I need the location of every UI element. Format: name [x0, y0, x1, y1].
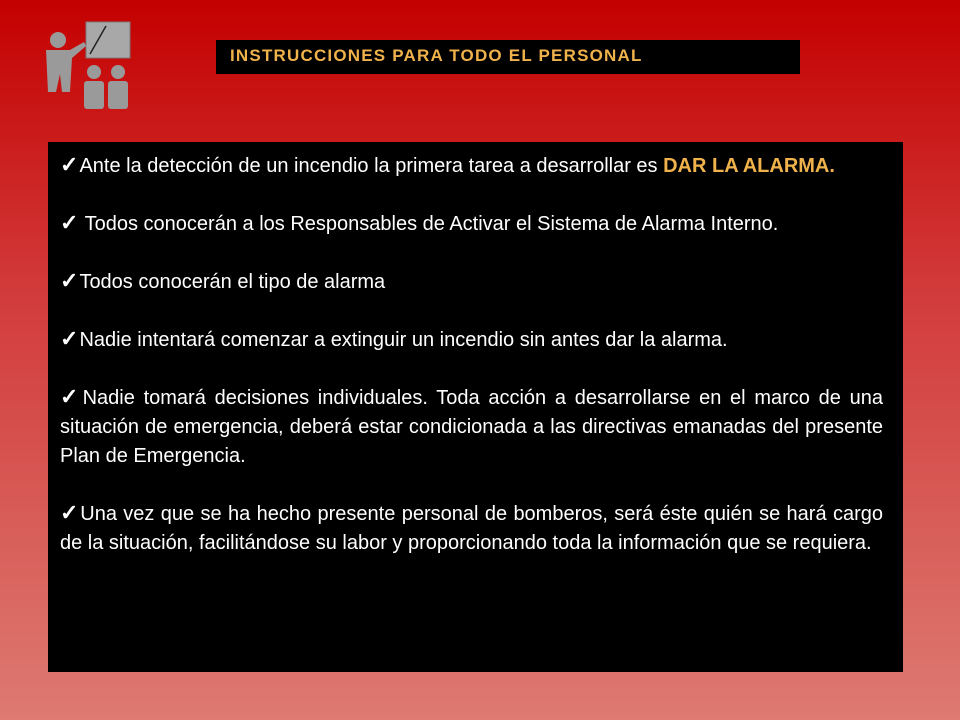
checkmark-icon: ✓ [60, 152, 79, 177]
item-text: Todos conocerán el tipo de alarma [79, 271, 386, 293]
list-item [60, 498, 883, 558]
highlight-text: DAR LA ALARMA. [663, 155, 835, 177]
list-item [60, 324, 883, 355]
item-text: Todos conocerán a los Responsables de Activar el Sistema de Alarma Interno. [79, 213, 779, 235]
checkmark-icon: ✓ [60, 500, 80, 525]
checkmark-icon: ✓ [60, 210, 79, 235]
list-item [60, 150, 883, 181]
title-banner [216, 40, 800, 74]
page-title: INSTRUCCIONES PARA TODO EL PERSONAL [230, 46, 643, 65]
checkmark-icon: ✓ [60, 268, 79, 293]
item-text: Nadie intentará comenzar a extinguir un incendio sin antes dar la alarma. [79, 329, 728, 351]
instructions-panel [48, 142, 903, 672]
list-item [60, 382, 883, 471]
list-item [60, 208, 883, 239]
checkmark-icon: ✓ [60, 384, 82, 409]
item-text: Una vez que se ha hecho presente personal de bomberos, será éste quién se hará cargo de la situación, facilitándose su labor y proporcionando toda la información que se requiera. [60, 503, 883, 554]
checkmark-icon: ✓ [60, 326, 79, 351]
list-item [60, 266, 883, 297]
presentation-teacher-icon [36, 18, 136, 114]
item-text: Nadie tomará decisiones individuales. Toda acción a desarrollarse en el marco de una situación de emergencia, deberá estar condicionada a las directivas emanadas del presente Plan de Emergencia. [60, 387, 883, 467]
item-text: Ante la detección de un incendio la primera tarea a desarrollar es [79, 155, 664, 177]
